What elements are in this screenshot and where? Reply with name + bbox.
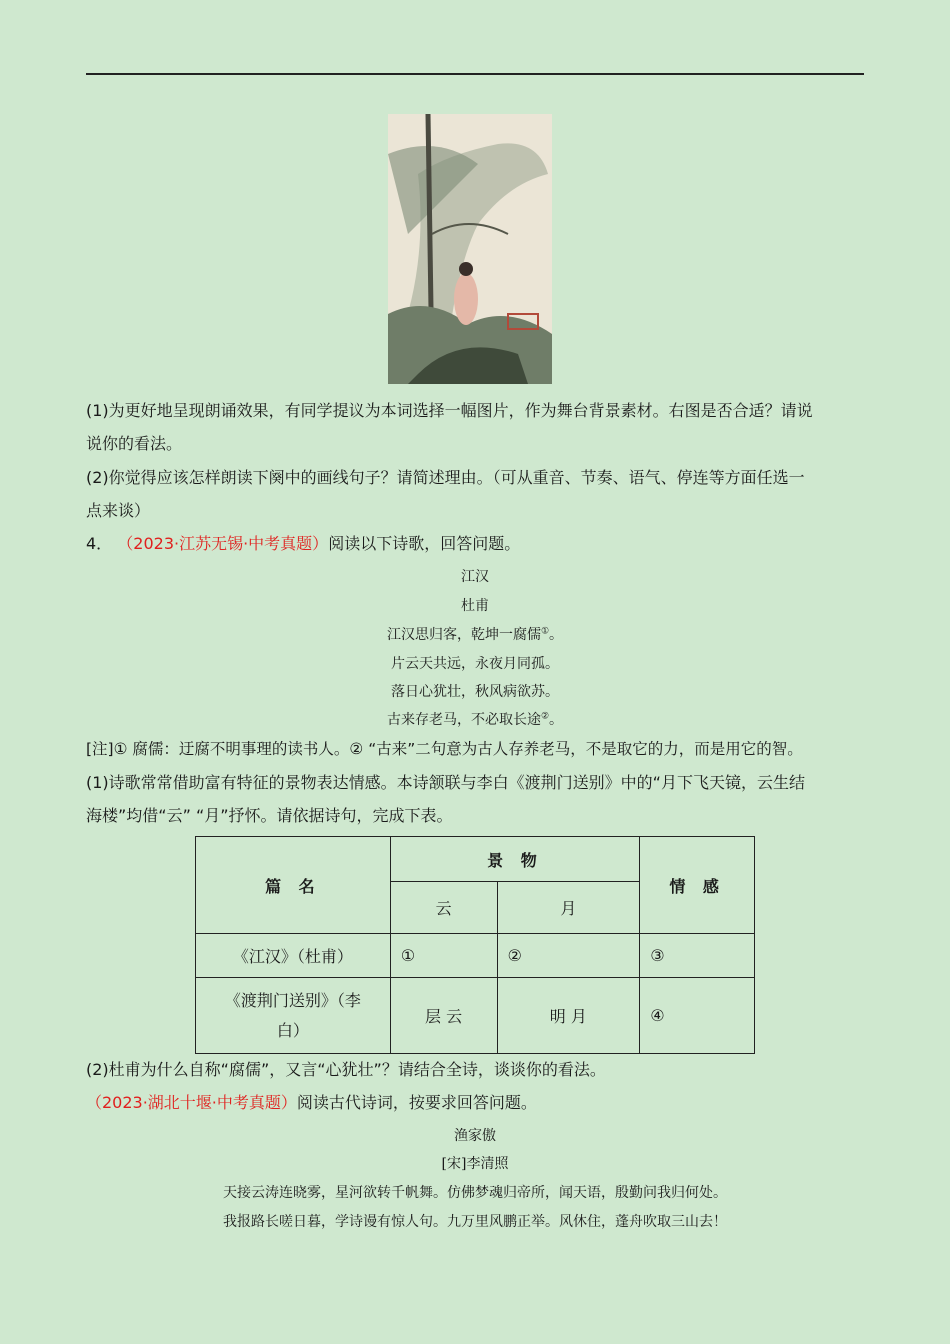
poem2-title: 渔家傲: [454, 1128, 496, 1144]
row1-moon: ②: [497, 934, 640, 978]
q4-number: 4．: [86, 534, 113, 553]
q5-source: （2023·湖北十堰·中考真题）: [86, 1093, 297, 1112]
header-scene: 景 物: [390, 837, 640, 882]
row2-emotion: ④: [640, 978, 755, 1054]
poem-line-2: 片云天共远，永夜月同孤。: [391, 656, 559, 672]
ink-painting-image: [388, 114, 552, 384]
row2-moon: 明 月: [497, 978, 640, 1054]
q4-source: （2023·江苏无锡·中考真题）: [117, 534, 329, 553]
q4-heading: [86, 527, 866, 560]
poem-line-3: 落日心犹壮，秋风病欲苏。: [391, 684, 559, 700]
poem-author: 杜甫: [461, 598, 489, 614]
q4-sub1-line1: (1)诗歌常常借助富有特征的景物表达情感。本诗颔联与李白《渡荆门送别》中的“月下飞天镜，云生结: [86, 773, 805, 792]
poem-line-4: 古来存老马，不必取长途②。: [386, 711, 564, 728]
q5-prompt: 阅读古代诗词，按要求回答问题。: [296, 1093, 537, 1112]
header-rule: [86, 73, 864, 75]
q5-heading: [86, 1086, 866, 1119]
q3-sub2-line2: 点来谈）: [86, 501, 151, 520]
q3-sub1-line1: (1)为更好地呈现朗诵效果，有同学提议为本词选择一幅图片，作为舞台背景素材。右图是否合适？请说: [86, 401, 813, 420]
header-moon: 月: [497, 882, 640, 934]
header-emotion: 情 感: [640, 837, 755, 934]
poem-title: 江汉: [461, 569, 489, 585]
row2-cloud: 层 云: [390, 978, 497, 1054]
q4-prompt: 阅读以下诗歌，回答问题。: [328, 534, 521, 553]
poem-line-1: 江汉思归客，乾坤一腐儒①。: [386, 626, 564, 643]
row2-title: 《渡荆门送别》（李白）: [196, 978, 391, 1054]
header-cloud: 云: [390, 882, 497, 934]
q4-sub2: (2)杜甫为什么自称“腐儒”，又言“心犹壮”？请结合全诗，谈谈你的看法。: [86, 1060, 606, 1079]
q4-sub1-line2: 海楼”均借“云” “月”抒怀。请依据诗句，完成下表。: [86, 806, 453, 825]
poem2-line-2: 我报路长嗟日暮，学诗谩有惊人句。九万里风鹏正举。风休住，蓬舟吹取三山去！: [223, 1214, 727, 1230]
row1-cloud: ①: [390, 934, 497, 978]
poem-note: [注]① 腐儒：迂腐不明事理的读书人。② “古来”二句意为古人存养老马，不是取它的力，而是用它的智。: [86, 740, 803, 758]
comparison-table: [195, 836, 755, 1054]
q3-sub2-line1: (2)你觉得应该怎样朗读下阕中的画线句子？请简述理由。（可从重音、节奏、语气、停连等方面任选一: [86, 468, 805, 487]
header-title: 篇 名: [196, 837, 391, 934]
row1-title: 《江汉》（杜甫）: [196, 934, 391, 978]
poem2-line-1: 天接云涛连晓雾，星河欲转千帆舞。仿佛梦魂归帝所，闻天语，殷勤问我归何处。: [223, 1185, 727, 1201]
q3-sub1-line2: 说你的看法。: [86, 434, 183, 453]
row1-emotion: ③: [640, 934, 755, 978]
poem2-author: [宋]李清照: [441, 1156, 509, 1172]
